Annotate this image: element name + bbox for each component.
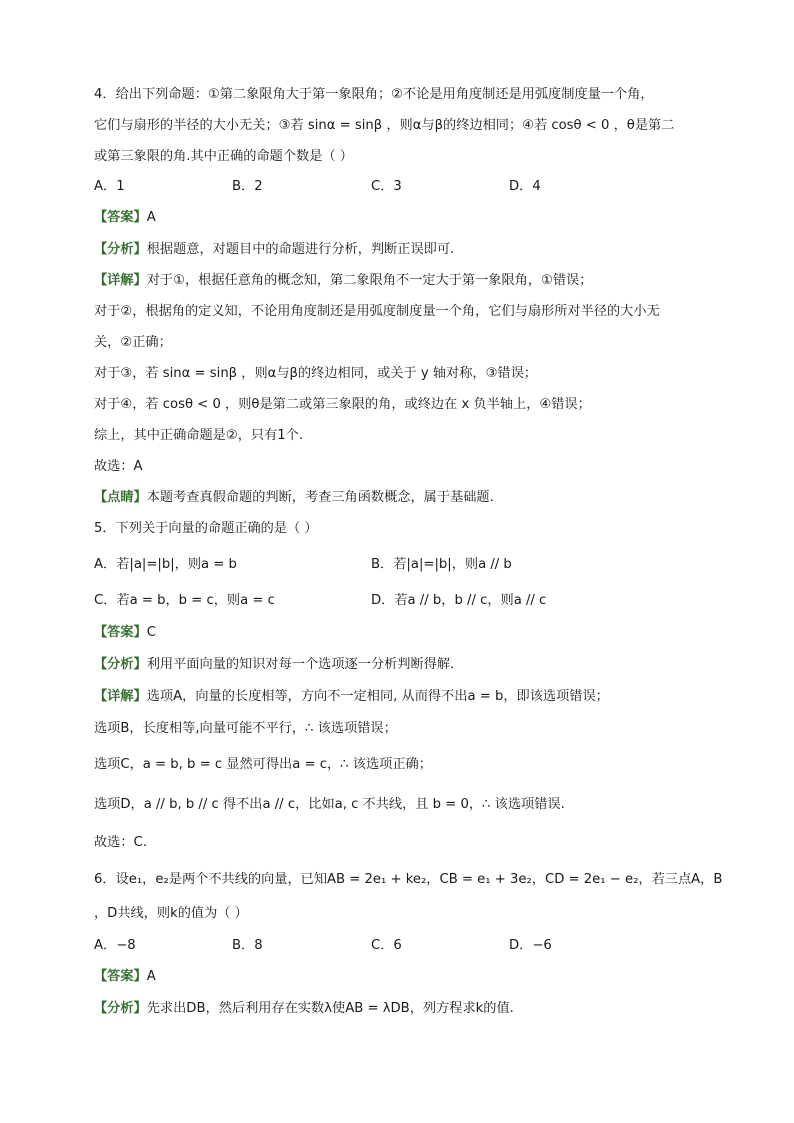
analysis-tag: 【分析】 [94, 657, 147, 672]
q5-detail-text1: 选项A，向量的长度相等，方向不一定相同, 从而得不出a = b，即该选项错误； [146, 689, 609, 704]
q4-stem-line3: 或第三象限的角.其中正确的命题个数是（ ） [94, 149, 353, 164]
q6-option-a: A．−8 [94, 938, 136, 953]
q5-analysis [94, 656, 463, 674]
q6-analysis-text: 先求出DB，然后利用存在实数λ使AB = λDB，列方程求k的值. [146, 1001, 514, 1016]
q6-option-d: D．−6 [509, 938, 552, 953]
q6-answer-value: A [146, 969, 156, 984]
q4-answer [94, 209, 156, 227]
analysis-tag: 【分析】 [94, 242, 147, 257]
q4-detail-line3: 关，②正确； [94, 335, 172, 350]
q4-choose: 故选：A [94, 459, 143, 474]
q4-answer-value: A [146, 210, 156, 225]
q6-option-b: B．8 [232, 938, 263, 953]
q5-detail-line1 [94, 688, 609, 706]
q4-comment-text: 本题考查真假命题的判断，考查三角函数概念，属于基础题. [146, 490, 494, 505]
q4-analysis [94, 241, 454, 259]
q5-detail-line2: 选项B，长度相等,向量可能不平行，∴ 该选项错误； [94, 721, 397, 736]
q4-detail-text1: 对于①，根据任意角的概念知，第二象限角不一定大于第一象限角，①错误； [146, 273, 593, 288]
q6-analysis [94, 1000, 514, 1018]
analysis-tag: 【分析】 [94, 1001, 147, 1016]
q5-detail-line3: 选项C，a = b, b = c 显然可得出a = c，∴ 该选项正确； [94, 757, 432, 772]
q4-option-b: B．2 [232, 179, 263, 194]
q5-option-b: B．若|a|=|b|，则a // b [371, 557, 512, 572]
q4-detail-line2: 对于②，根据角的定义知，不论用角度制还是用弧度制度量一个角，它们与扇形所对半径的大小无 [94, 304, 660, 319]
q5-option-d: D．若a // b，b // c，则a // c [371, 593, 547, 608]
answer-tag: 【答案】 [94, 969, 147, 984]
q4-analysis-text: 根据题意，对题目中的命题进行分析，判断正误即可. [146, 242, 455, 257]
q4-comment [94, 489, 494, 507]
q5-stem: 5．下列关于向量的命题正确的是（ ） [94, 521, 318, 536]
q4-option-a: A．1 [94, 179, 125, 194]
q5-analysis-text: 利用平面向量的知识对每一个选项逐一分析判断得解． [146, 657, 464, 672]
q5-answer-value: C [146, 625, 156, 640]
q4-detail-line6: 综上，其中正确命题是②，只有1个. [94, 428, 304, 443]
q4-detail-line4: 对于③，若 sinα = sinβ ，则α与β的终边相同，或关于 y 轴对称，③错误； [94, 366, 537, 381]
q5-detail-line4: 选项D，a // b, b // c 得不出a // c，比如a, c 不共线，且 b = 0，∴ 该选项错误. [94, 797, 565, 812]
q6-stem-line1: 6．设e₁，e₂是两个不共线的向量，已知AB = 2e₁ + ke₂，CB = e₁ + 3e₂，CD = 2e₁ − e₂，若三点A，B [94, 872, 723, 887]
comment-tag: 【点睛】 [94, 490, 147, 505]
q4-stem-line2: 它们与扇形的半径的大小无关；③若 sinα = sinβ ，则α与β的终边相同；④若 cosθ < 0 ，θ是第二 [94, 118, 675, 133]
q4-detail-line5: 对于④，若 cosθ < 0 ，则θ是第二或第三象限的角，或终边在 x 负半轴上，④错误； [94, 397, 591, 412]
q6-stem-line2: ，D共线，则k的值为（ ） [94, 906, 248, 921]
q4-stem-line1: 4．给出下列命题：①第二象限角大于第一象限角；②不论是用角度制还是用弧度制度量一个角， [94, 87, 654, 102]
q6-answer [94, 968, 156, 986]
detail-tag: 【详解】 [94, 689, 147, 704]
q4-detail-line1 [94, 272, 592, 290]
q5-answer [94, 624, 156, 642]
answer-tag: 【答案】 [94, 625, 147, 640]
answer-tag: 【答案】 [94, 210, 147, 225]
q4-option-c: C．3 [371, 179, 402, 194]
q4-option-d: D．4 [509, 179, 541, 194]
q6-option-c: C．6 [371, 938, 402, 953]
q5-choose: 故选：C. [94, 835, 147, 850]
q5-option-a: A．若|a|=|b|，则a = b [94, 557, 237, 572]
detail-tag: 【详解】 [94, 273, 147, 288]
q5-option-c: C．若a = b，b = c，则a = c [94, 593, 275, 608]
